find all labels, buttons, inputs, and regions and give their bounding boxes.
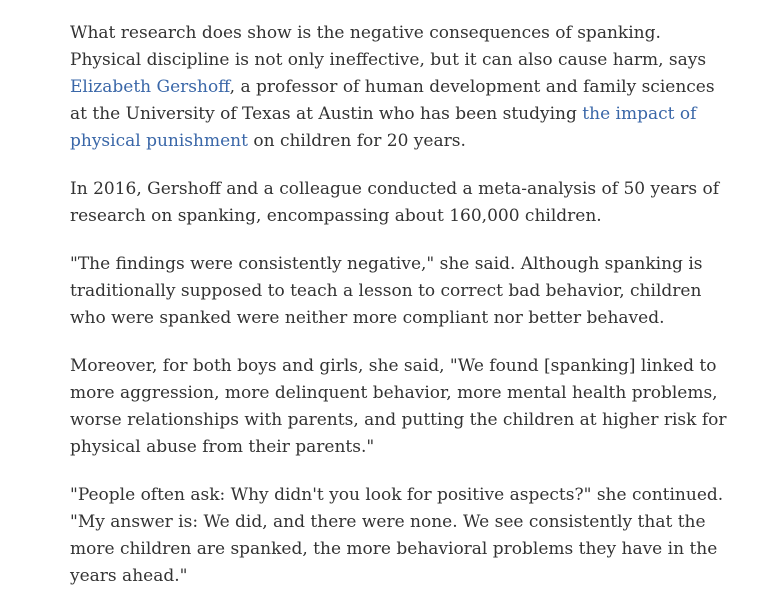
paragraph-1-text-b: , a professor of human development and family sciences at the University of Texas at Austin who has been studying <box>70 77 715 124</box>
paragraph-1 <box>70 20 730 155</box>
paragraph-3: "The findings were consistently negative," she said. Although spanking is traditionally supposed to teach a lesson to correct bad behavior, children who were spanked were neither more compliant nor better behaved. <box>70 254 703 328</box>
paragraph-1-text-a: What research does show is the negative consequences of spanking. Physical discipline is not only ineffective, but it can also cause harm, says <box>70 23 707 70</box>
elizabeth-gershoff-link[interactable]: Elizabeth Gershoff <box>70 77 230 97</box>
article-body <box>70 20 730 611</box>
paragraph-5: "People often ask: Why didn't you look for positive aspects?" she continued. "My answer is: We did, and there were none. We see consistently that the more children are spanked, the more behavioral problems they have in the years ahead." <box>70 485 724 586</box>
paragraph-2: In 2016, Gershoff and a colleague conducted a meta-analysis of 50 years of research on spanking, encompassing about 160,000 children. <box>70 179 720 226</box>
impact-of-physical-punishment-link[interactable]: the impact of physical punishment <box>70 104 697 151</box>
paragraph-4: Moreover, for both boys and girls, she said, "We found [spanking] linked to more aggression, more delinquent behavior, more mental health problems, worse relationships with parents, and putting the children at higher risk for physical abuse from their parents." <box>70 356 727 457</box>
paragraph-1-text-c: on children for 20 years. <box>247 131 466 151</box>
